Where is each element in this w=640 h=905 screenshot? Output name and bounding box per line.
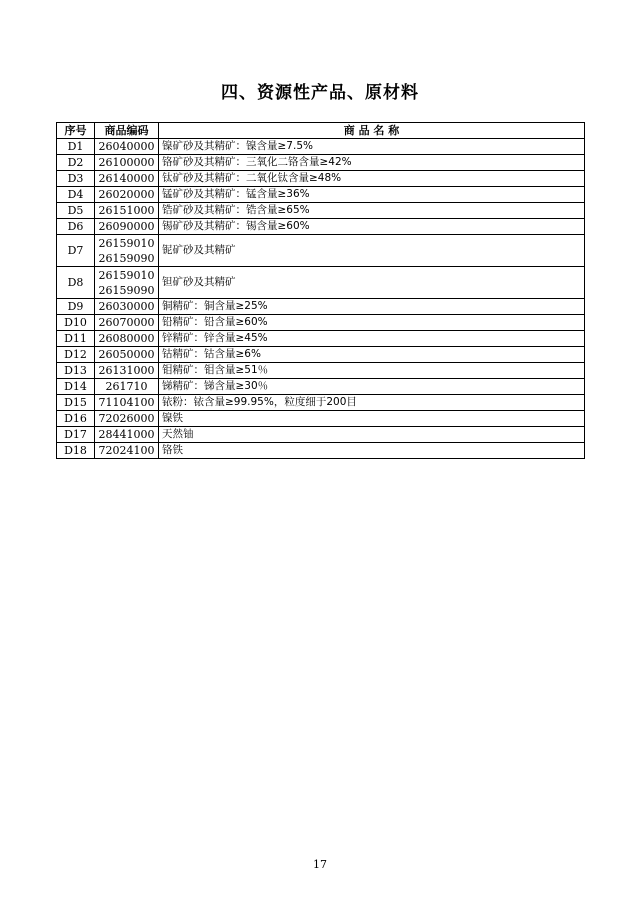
row-code (95, 427, 159, 443)
row-code-value: 72026000 (98, 412, 155, 425)
row-seq: D13 (57, 363, 95, 379)
table-row (57, 379, 585, 395)
row-code (95, 411, 159, 427)
row-seq: D18 (57, 443, 95, 459)
row-code-value: 26131000 (98, 364, 155, 377)
row-code-value: 26090000 (98, 220, 155, 233)
row-code (95, 171, 159, 187)
row-code-value: 26159010 (98, 236, 155, 250)
row-code (95, 235, 159, 267)
row-name: 锰矿砂及其精矿：锰含量≥36% (159, 187, 585, 203)
table-header-row (57, 123, 585, 139)
row-code (95, 299, 159, 315)
row-seq: D17 (57, 427, 95, 443)
row-code-value: 26159010 (98, 268, 155, 282)
row-name: 铅精矿：铅含量≥60% (159, 315, 585, 331)
row-code (95, 379, 159, 395)
row-seq: D6 (57, 219, 95, 235)
header-seq: 序号 (57, 123, 95, 139)
table-row (57, 347, 585, 363)
row-code-value: 71104100 (98, 396, 155, 409)
row-name: 镍矿砂及其精矿：镍含量≥7.5% (159, 139, 585, 155)
row-seq: D16 (57, 411, 95, 427)
row-name: 钴精矿：钴含量≥6% (159, 347, 585, 363)
table-row (57, 235, 585, 267)
table-row (57, 219, 585, 235)
row-code-value: 26159090 (98, 251, 155, 265)
table-row (57, 315, 585, 331)
row-name: 锑精矿：锑含量≥30％ (159, 379, 585, 395)
row-seq: D12 (57, 347, 95, 363)
table-row (57, 171, 585, 187)
row-code-value: 26020000 (98, 188, 155, 201)
row-name: 铌矿砂及其精矿 (159, 235, 585, 267)
row-seq: D1 (57, 139, 95, 155)
row-name: 钽矿砂及其精矿 (159, 267, 585, 299)
row-code (95, 347, 159, 363)
row-code (95, 219, 159, 235)
row-seq: D2 (57, 155, 95, 171)
row-seq: D4 (57, 187, 95, 203)
table-row (57, 331, 585, 347)
row-code (95, 443, 159, 459)
row-name: 锡矿砂及其精矿：锡含量≥60% (159, 219, 585, 235)
table-row (57, 139, 585, 155)
header-name: 商 品 名 称 (159, 123, 585, 139)
row-code (95, 331, 159, 347)
row-code-value: 26151000 (98, 204, 155, 217)
row-name: 铬矿砂及其精矿：三氧化二铬含量≥42% (159, 155, 585, 171)
table-row (57, 155, 585, 171)
row-code-value: 26050000 (98, 348, 155, 361)
row-name: 铜精矿：铜含量≥25% (159, 299, 585, 315)
row-code (95, 363, 159, 379)
resource-products-table (56, 122, 585, 459)
row-code (95, 395, 159, 411)
row-name: 锆矿砂及其精矿：锆含量≥65% (159, 203, 585, 219)
row-code (95, 267, 159, 299)
table-row (57, 363, 585, 379)
header-code: 商品编码 (95, 123, 159, 139)
row-name: 天然铀 (159, 427, 585, 443)
table-row (57, 299, 585, 315)
row-seq: D10 (57, 315, 95, 331)
row-code-value: 26030000 (98, 300, 155, 313)
row-name: 锌精矿：锌含量≥45% (159, 331, 585, 347)
row-name: 铱粉：铱含量≥99.95%，粒度细于200目 (159, 395, 585, 411)
row-name: 铬铁 (159, 443, 585, 459)
row-code (95, 315, 159, 331)
row-code (95, 203, 159, 219)
row-code-value: 26100000 (98, 156, 155, 169)
row-name: 钛矿砂及其精矿：二氧化钛含量≥48% (159, 171, 585, 187)
row-seq: D9 (57, 299, 95, 315)
page-title: 四、资源性产品、原材料 (221, 83, 419, 103)
row-code-value: 26070000 (98, 316, 155, 329)
table-row (57, 395, 585, 411)
row-code-value: 26040000 (98, 140, 155, 153)
row-code (95, 155, 159, 171)
row-code (95, 139, 159, 155)
page-number: 17 (313, 858, 327, 871)
row-code-value: 26140000 (98, 172, 155, 185)
row-seq: D5 (57, 203, 95, 219)
row-code-value: 26080000 (98, 332, 155, 345)
row-code-value: 26159090 (98, 283, 155, 297)
row-code-value: 261710 (105, 380, 148, 393)
table-row (57, 187, 585, 203)
row-seq: D11 (57, 331, 95, 347)
row-code (95, 187, 159, 203)
row-seq: D15 (57, 395, 95, 411)
row-seq: D8 (57, 267, 95, 299)
table-row (57, 427, 585, 443)
row-seq: D7 (57, 235, 95, 267)
row-seq: D3 (57, 171, 95, 187)
table-row (57, 203, 585, 219)
table-row (57, 443, 585, 459)
table-row (57, 267, 585, 299)
row-code-value: 72024100 (98, 444, 155, 457)
table-row (57, 411, 585, 427)
row-name: 钼精矿：钼含量≥51％ (159, 363, 585, 379)
row-seq: D14 (57, 379, 95, 395)
row-name: 镍铁 (159, 411, 585, 427)
row-code-value: 28441000 (98, 428, 155, 441)
